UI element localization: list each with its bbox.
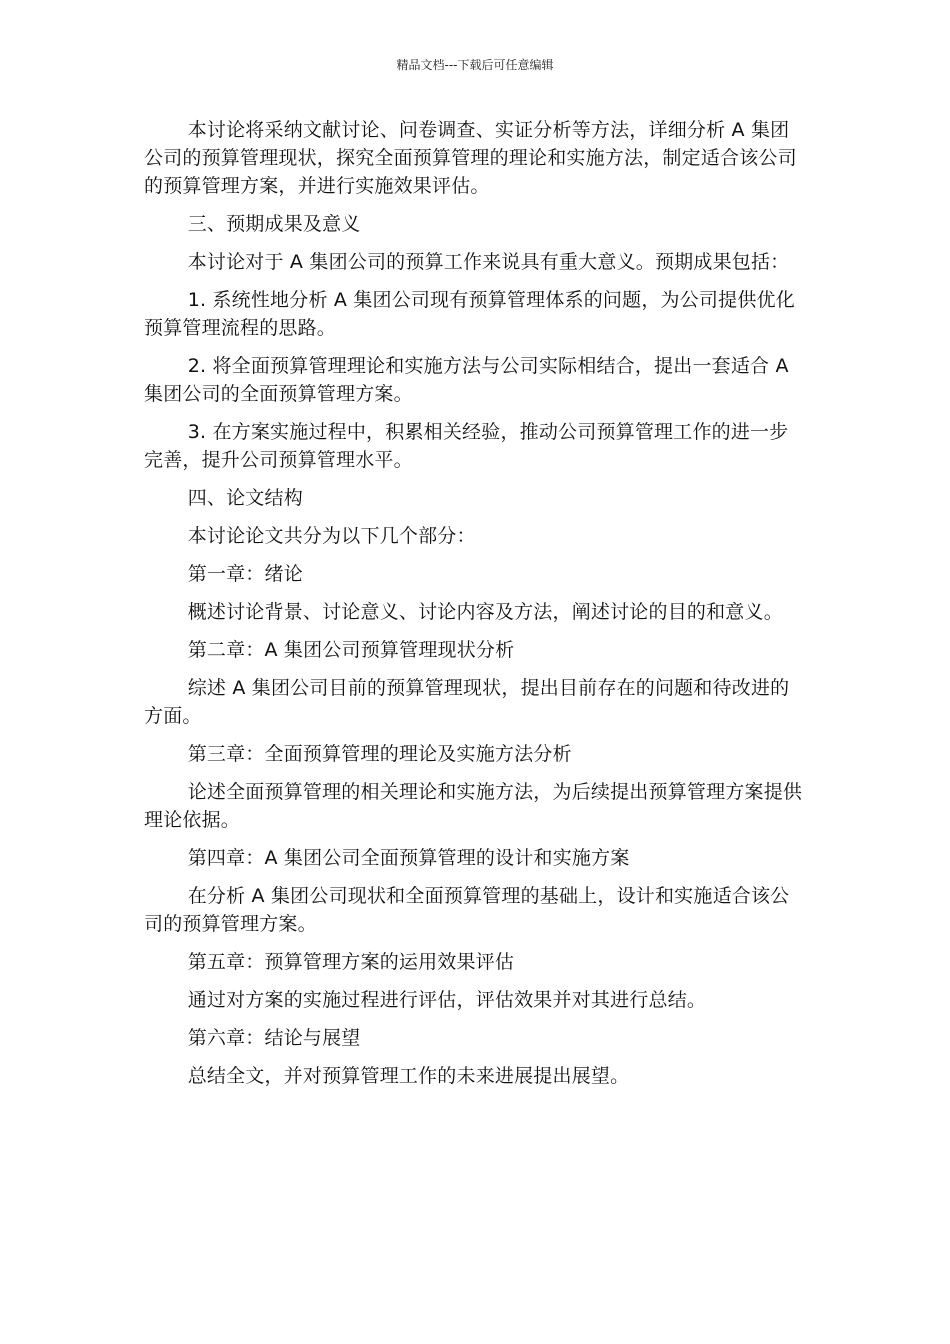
document-body bbox=[144, 116, 804, 1100]
list-item-result-2: 2. 将全面预算管理理论和实施方法与公司实际相结合，提出一套适合 A 集团公司的全面预算管理方案。 bbox=[144, 355, 789, 405]
chapter-summary-1: 概述讨论背景、讨论意义、讨论内容及方法，阐述讨论的目的和意义。 bbox=[187, 601, 783, 623]
list-item-result-1: 1. 系统性地分析 A 集团公司现有预算管理体系的问题，为公司提供优化预算管理流程的思路。 bbox=[144, 289, 795, 339]
chapter-summary-4: 在分析 A 集团公司现状和全面预算管理的基础上，设计和实施适合该公司的预算管理方案。 bbox=[144, 885, 790, 935]
chapter-heading-6: 第六章：结论与展望 bbox=[187, 1027, 361, 1049]
chapter-heading-2: 第二章：A 集团公司预算管理现状分析 bbox=[187, 639, 515, 661]
chapter-heading-3: 第三章：全面预算管理的理论及实施方法分析 bbox=[187, 743, 572, 765]
paragraph-structure-intro: 本讨论论文共分为以下几个部分： bbox=[187, 525, 476, 547]
page-header: 精品文档---下载后可任意编辑 bbox=[396, 58, 554, 72]
chapter-heading-1: 第一章：绪论 bbox=[187, 563, 303, 585]
list-item-result-3: 3. 在方案实施过程中，积累相关经验，推动公司预算管理工作的进一步完善，提升公司预算管理水平。 bbox=[144, 421, 789, 471]
chapter-summary-5: 通过对方案的实施过程进行评估，评估效果并对其进行总结。 bbox=[187, 989, 707, 1011]
chapter-summary-6: 总结全文，并对预算管理工作的未来进展提出展望。 bbox=[187, 1065, 630, 1087]
paragraph-methods: 本讨论将采纳文献讨论、问卷调查、实证分析等方法，详细分析 A 集团公司的预算管理现状，探究全面预算管理的理论和实施方法，制定适合该公司的预算管理方案，并进行实施效果评估。 bbox=[144, 119, 797, 197]
section-heading-expected-results: 三、预期成果及意义 bbox=[187, 213, 361, 235]
chapter-summary-3: 论述全面预算管理的相关理论和实施方法，为后续提出预算管理方案提供理论依据。 bbox=[144, 781, 803, 831]
paragraph-significance: 本讨论对于 A 集团公司的预算工作来说具有重大意义。预期成果包括： bbox=[187, 251, 790, 273]
chapter-heading-4: 第四章：A 集团公司全面预算管理的设计和实施方案 bbox=[187, 847, 630, 869]
chapter-summary-2: 综述 A 集团公司目前的预算管理现状，提出目前存在的问题和待改进的方面。 bbox=[144, 677, 790, 727]
section-heading-structure: 四、论文结构 bbox=[187, 487, 303, 509]
chapter-heading-5: 第五章：预算管理方案的运用效果评估 bbox=[187, 951, 515, 973]
